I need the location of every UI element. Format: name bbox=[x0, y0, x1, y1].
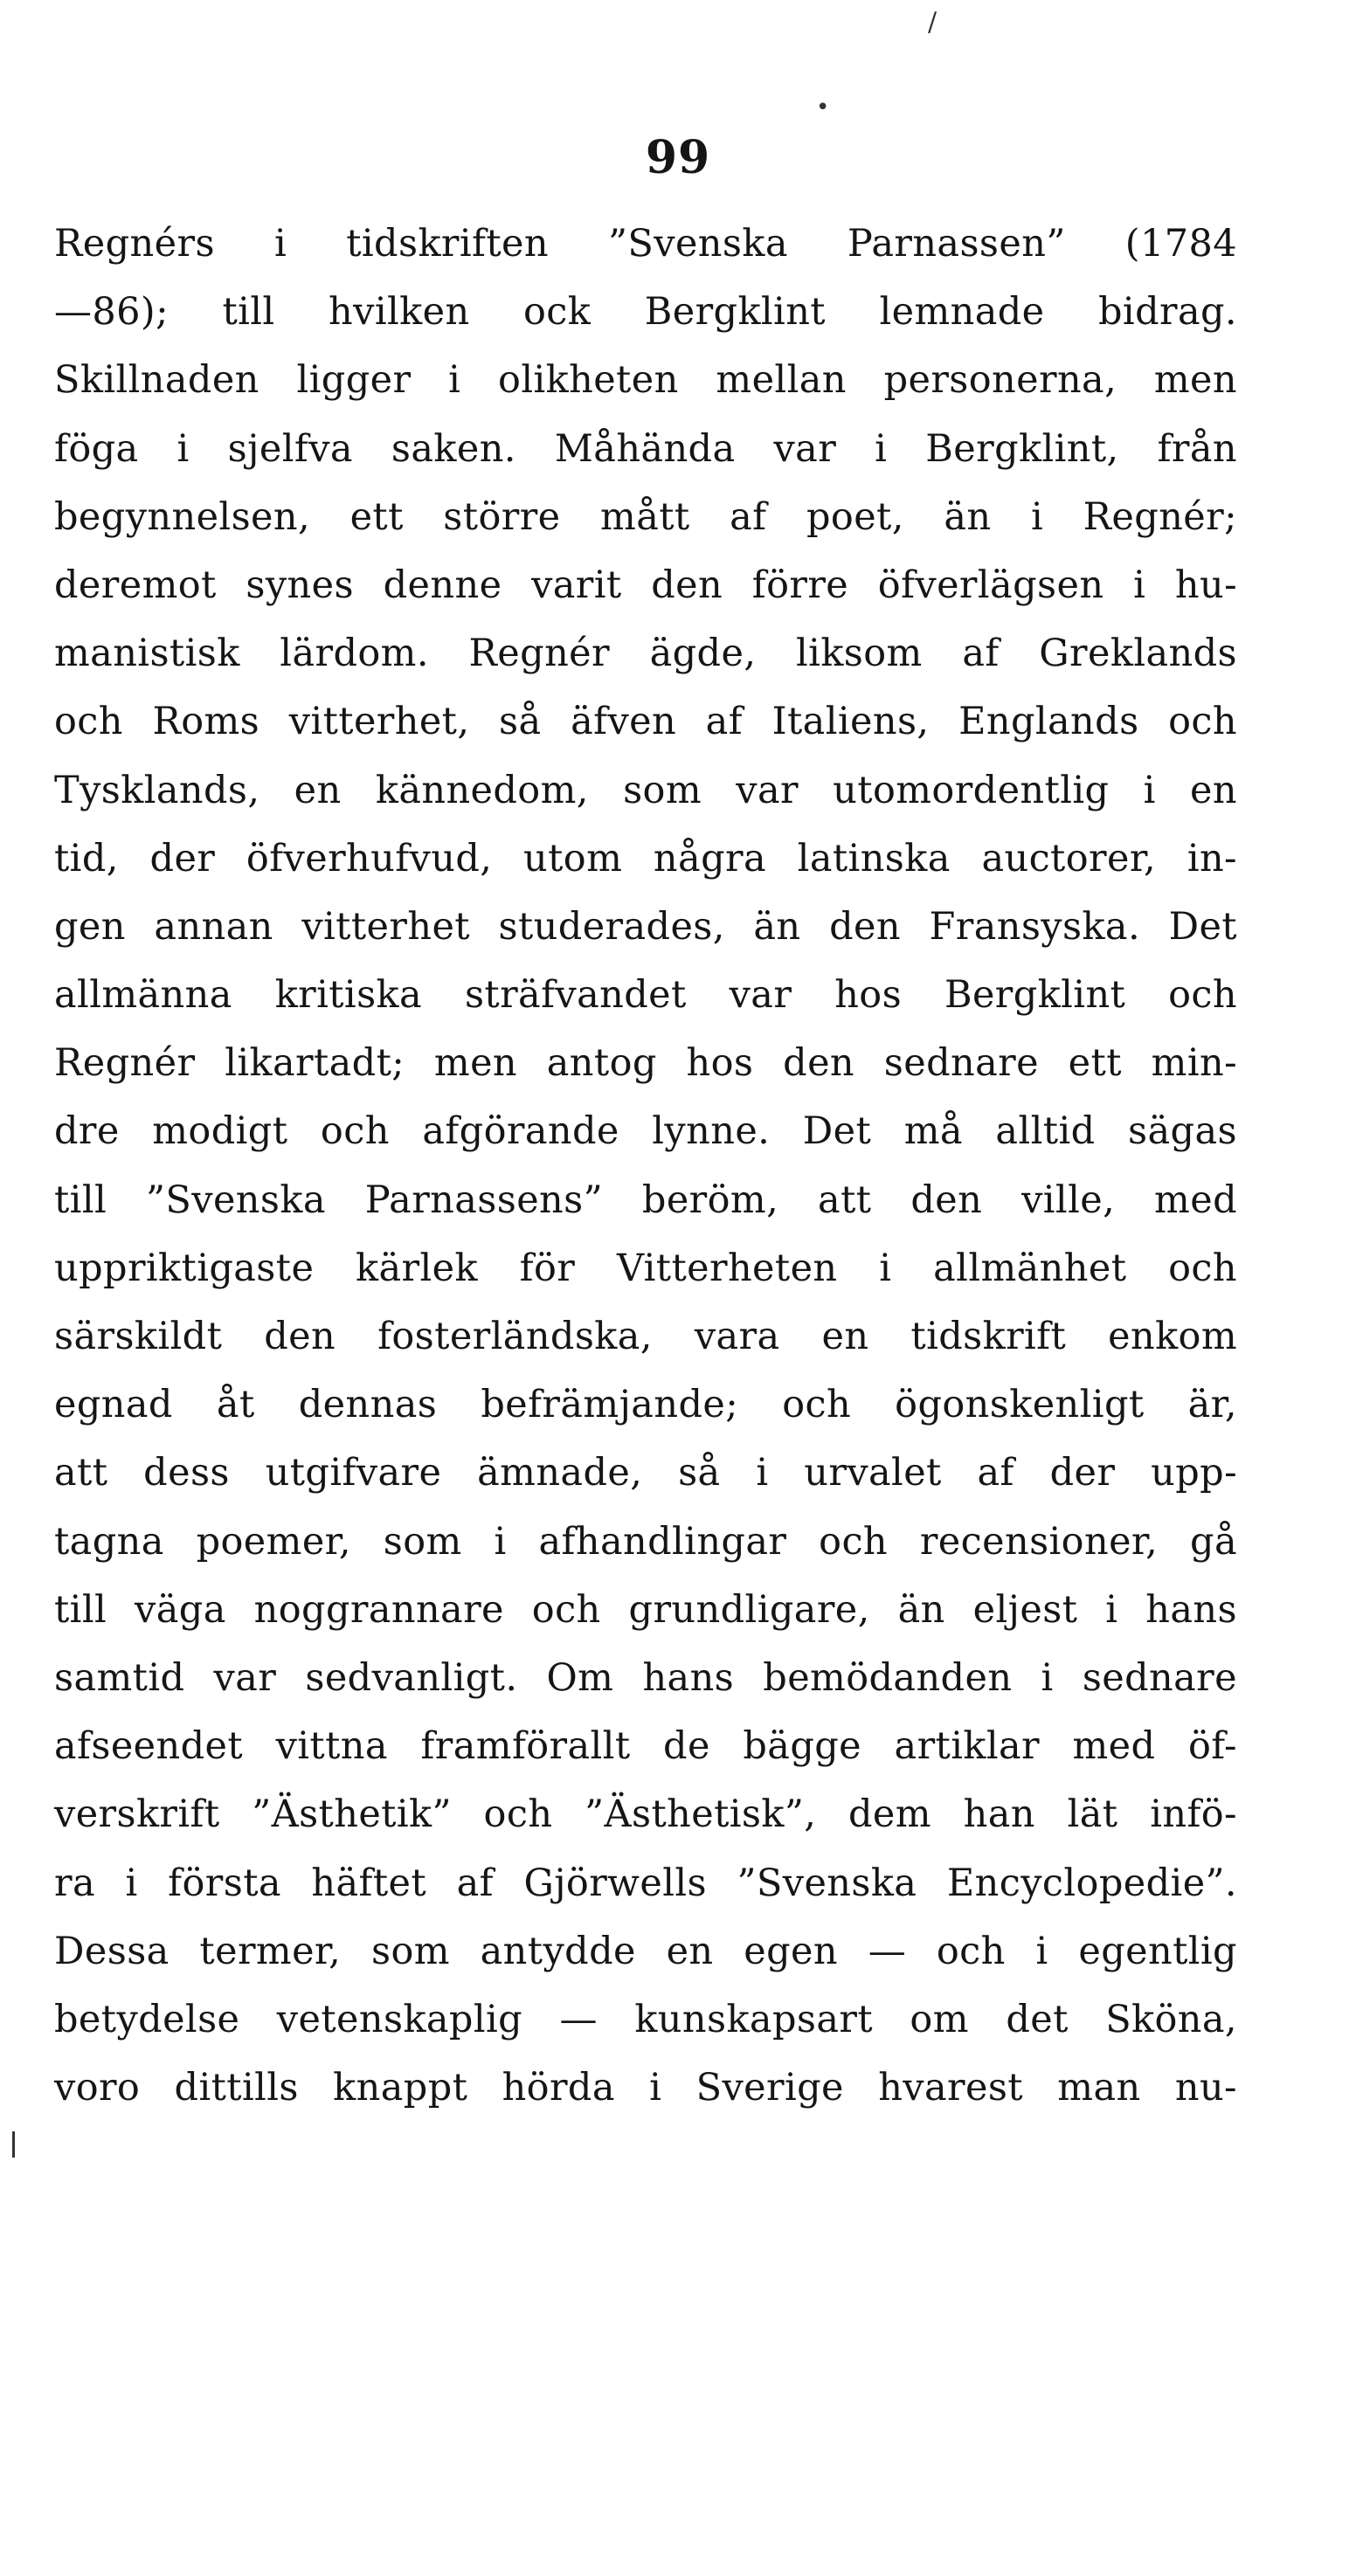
text-line: Skillnaden ligger i olikheten mellan personerna, men bbox=[54, 358, 1237, 403]
text-line: samtid var sedvanligt. Om hans bemödanden i sednare bbox=[54, 1655, 1237, 1700]
text-line: Tysklands, en kännedom, som var utomordentlig i en bbox=[54, 768, 1237, 812]
text-line: till väga noggrannare och grundligare, än eljest i hans bbox=[54, 1587, 1237, 1632]
text-line: voro dittills knappt hörda i Sverige hvarest man nu- bbox=[54, 2066, 1237, 2110]
text-line: allmänna kritiska sträfvandet var hos Bergklint och bbox=[54, 973, 1237, 1018]
margin-dot-mark: • bbox=[816, 94, 830, 121]
text-line: till ”Svenska Parnassens” beröm, att den ville, med bbox=[54, 1178, 1237, 1222]
text-line: att dess utgifvare ämnade, så i urvalet af der upp- bbox=[54, 1451, 1237, 1495]
text-line: föga i sjelfva saken. Måhända var i Bergklint, från bbox=[54, 426, 1237, 471]
text-line: verskrift ”Ästhetik” och ”Ästhetisk”, dem han lät infö- bbox=[54, 1792, 1237, 1837]
page-number: 99 bbox=[645, 131, 711, 184]
text-line: och Roms vitterhet, så äfven af Italiens, Englands och bbox=[54, 700, 1237, 744]
text-line: gen annan vitterhet studerades, än den Fransyska. Det bbox=[54, 904, 1237, 949]
text-line: afseendet vittna framförallt de bägge artiklar med öf- bbox=[54, 1724, 1237, 1769]
text-line: särskildt den fosterländska, vara en tidskrift enkom bbox=[54, 1315, 1237, 1358]
text-line: dre modigt och afgörande lynne. Det må alltid sägas bbox=[54, 1109, 1237, 1154]
text-line: tagna poemer, som i afhandlingar och recensioner, gå bbox=[54, 1519, 1237, 1564]
text-line: tid, der öfverhufvud, utom några latinska auctorer, in- bbox=[54, 836, 1237, 881]
text-line: —86); till hvilken ock Bergklint lemnade bidrag. bbox=[54, 290, 1237, 335]
text-line: betydelse vetenskaplig — kunskapsart om det Sköna, bbox=[54, 1997, 1237, 2041]
margin-bar-mark bbox=[12, 2131, 15, 2158]
body-text bbox=[54, 210, 1237, 2122]
text-line: Regnér likartadt; men antog hos den sednare ett min- bbox=[54, 1041, 1237, 1086]
text-line: manistisk lärdom. Regnér ägde, liksom af Greklands bbox=[54, 632, 1237, 676]
margin-slash-mark: / bbox=[928, 7, 937, 38]
text-line: begynnelsen, ett större mått af poet, än i Regnér; bbox=[54, 494, 1237, 539]
text-line: deremot synes denne varit den förre öfverlägsen i hu- bbox=[54, 563, 1237, 607]
text-line: Dessa termer, som antydde en egen — och i egentlig bbox=[54, 1929, 1237, 1973]
text-line: uppriktigaste kärlek för Vitterheten i allmänhet och bbox=[54, 1246, 1237, 1290]
text-line: egnad åt dennas befrämjande; och ögonskenligt är, bbox=[54, 1383, 1237, 1427]
text-line: Regnérs i tidskriften ”Svenska Parnassen” (1784 bbox=[54, 222, 1237, 266]
text-line: ra i första häftet af Gjörwells ”Svenska Encyclopedie”. bbox=[54, 1861, 1237, 1905]
